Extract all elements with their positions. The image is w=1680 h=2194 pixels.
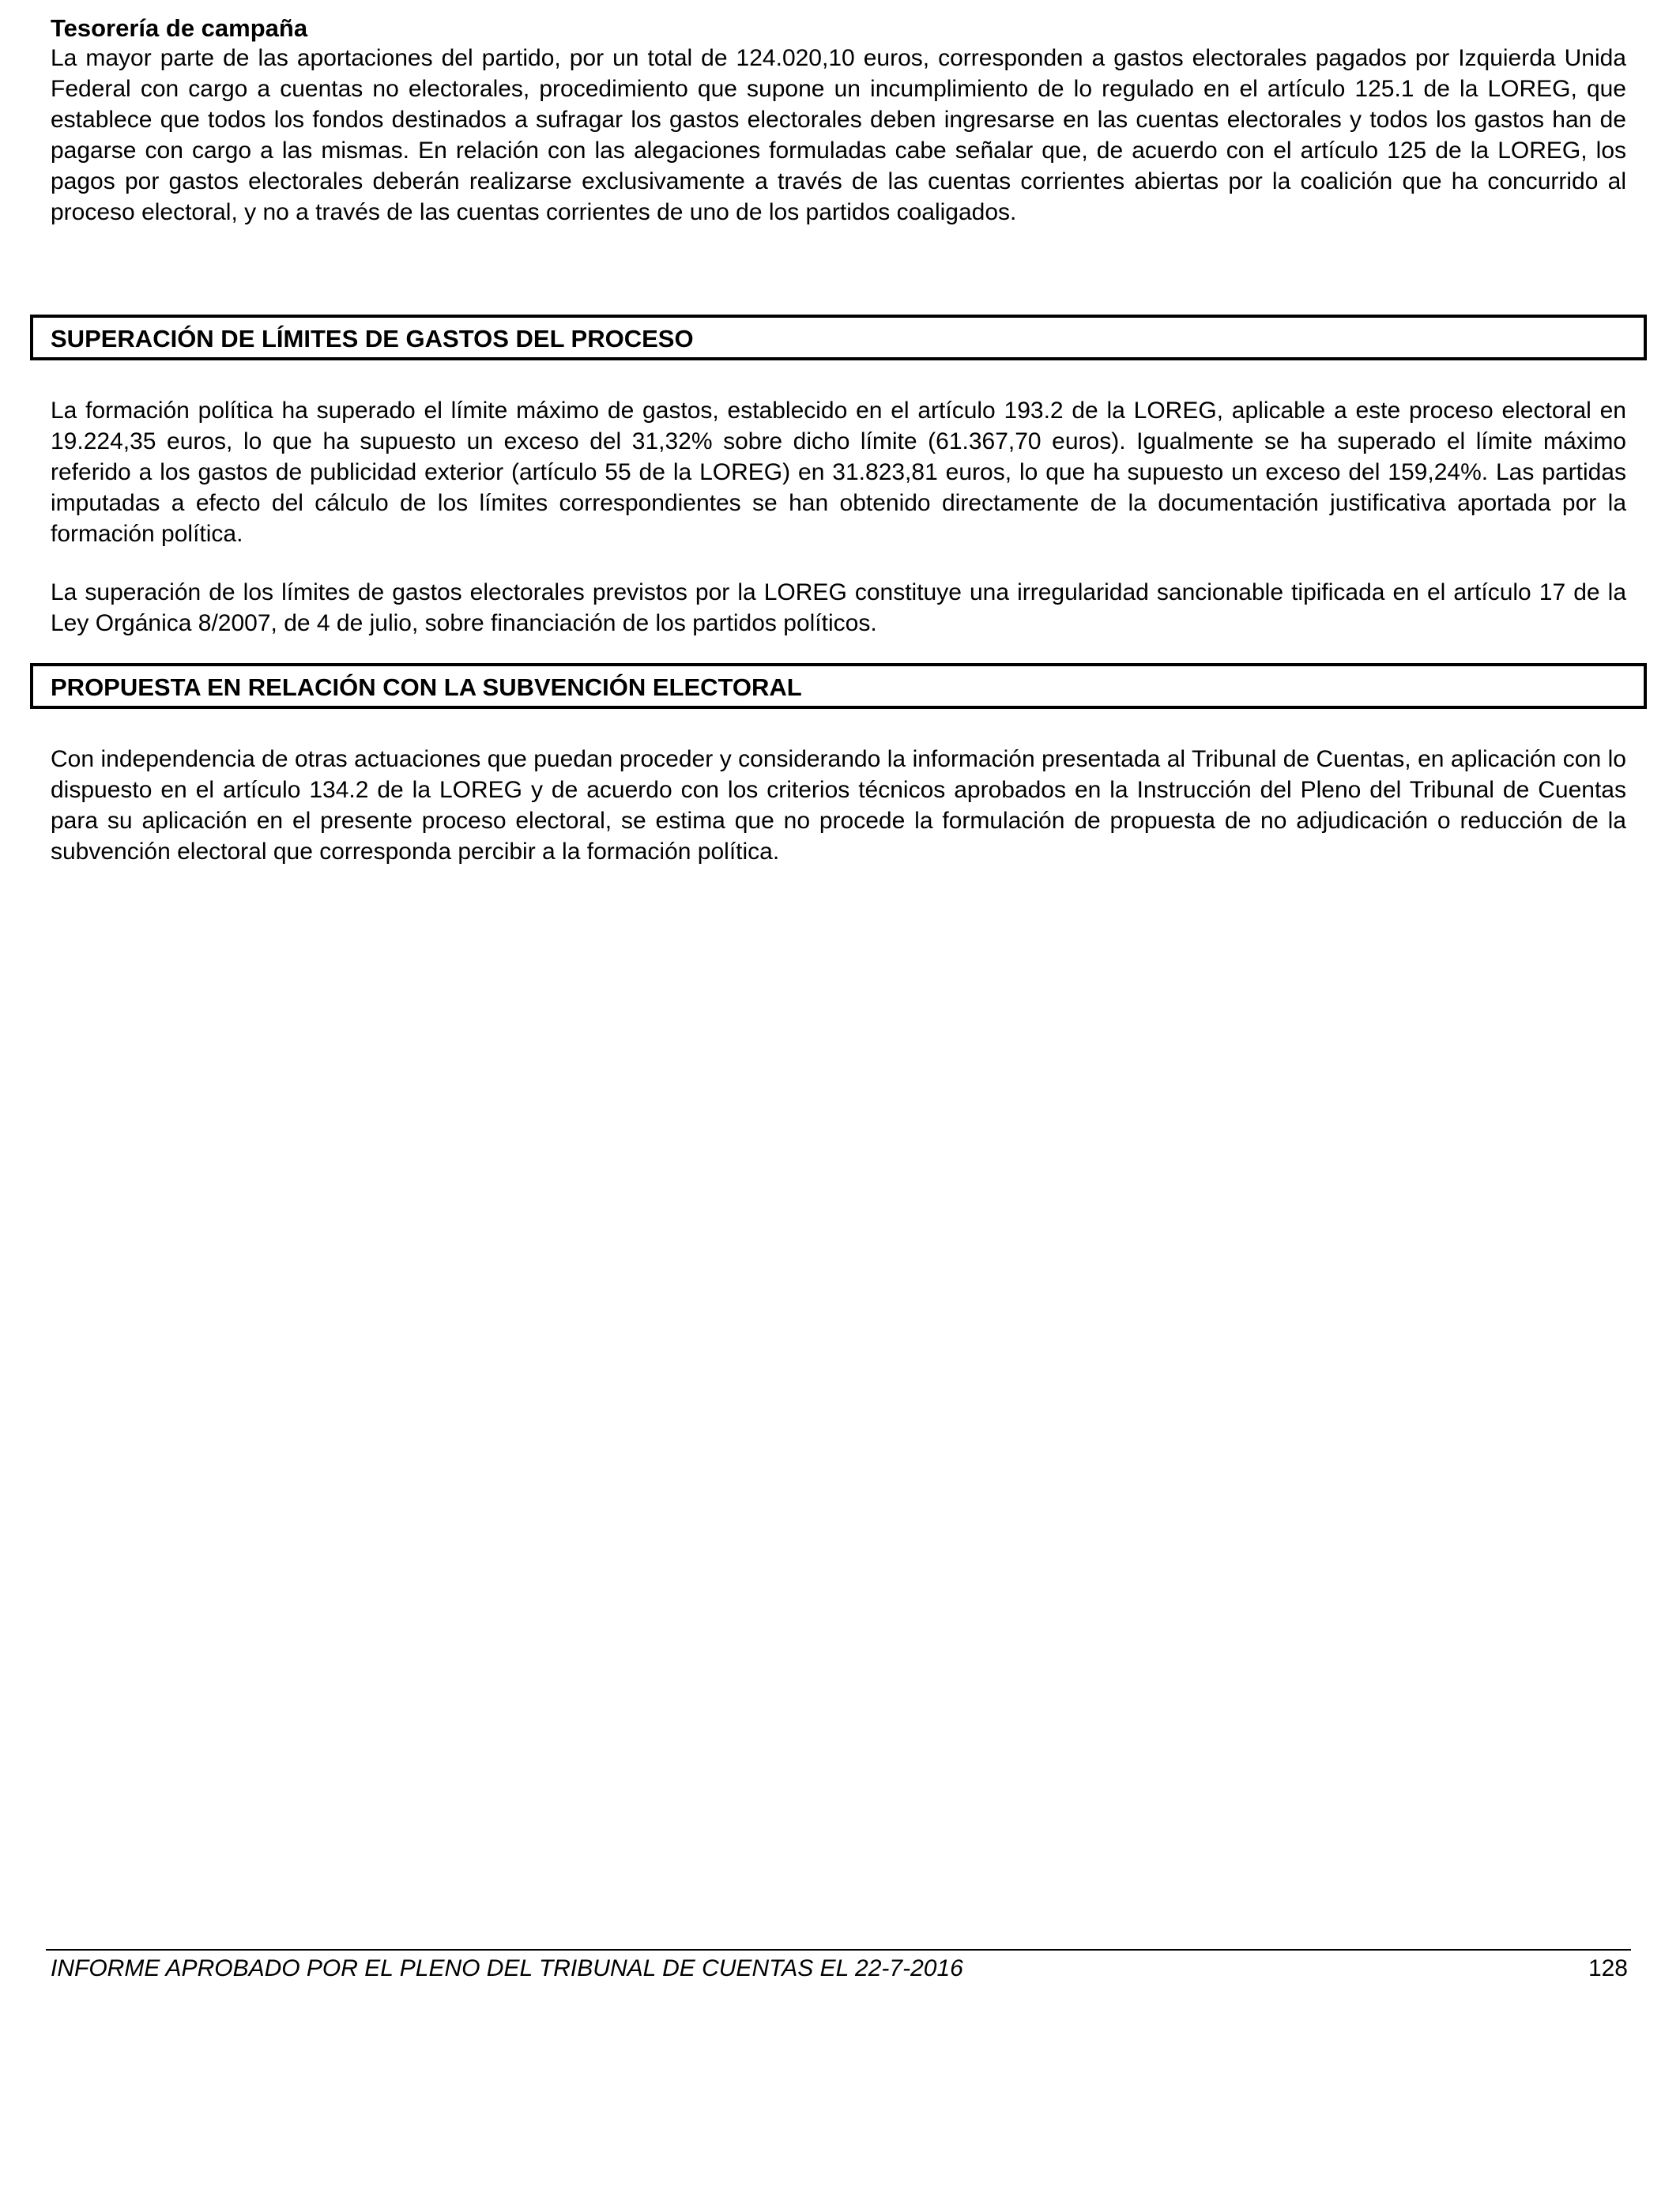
section-box-superacion: [30, 315, 1647, 360]
paragraph-superacion-sancion: La superación de los límites de gastos electorales previstos por la LOREG constituye una irregularidad sancionable tipificada en el artículo 17 de la Ley Orgánica 8/2007, de 4 de julio, sobre financiación de los partidos políticos.: [51, 579, 1626, 636]
paragraph-superacion-limites: La formación política ha superado el límite máximo de gastos, establecido en el artículo 193.2 de la LOREG, aplicable a este proceso electoral en 19.224,35 euros, lo que ha supuesto un exceso del 31,32% sobre dicho límite (61.367,70 euros). Igualmente se ha superado el límite máximo referido a los gastos de publicidad exterior (artículo 55 de la LOREG) en 31.823,81 euros, lo que ha supuesto un exceso del 159,24%. Las partidas imputadas a efecto del cálculo de los límites correspondientes se han obtenido directamente de la documentación justificativa aportada por la formación política.: [51, 398, 1626, 547]
section-heading-superacion: SUPERACIÓN DE LÍMITES DE GASTOS DEL PROCESO: [51, 325, 694, 352]
section-heading-propuesta: PROPUESTA EN RELACIÓN CON LA SUBVENCIÓN ELECTORAL: [51, 673, 802, 701]
footer-report-note: INFORME APROBADO POR EL PLENO DEL TRIBUNAL DE CUENTAS EL 22-7-2016: [51, 1955, 963, 1981]
section-box-propuesta: [30, 663, 1647, 709]
section-heading-tesoreria: Tesorería de campaña: [51, 14, 308, 42]
paragraph-propuesta: Con independencia de otras actuaciones que puedan proceder y considerando la información presentada al Tribunal de Cuentas, en aplicación con lo dispuesto en el artículo 134.2 de la LOREG y de acuerdo con los criterios técnicos aprobados en la Instrucción del Pleno del Tribunal de Cuentas para su aplicación en el presente proceso electoral, se estima que no procede la formulación de propuesta de no adjudicación o reducción de la subvención electoral que corresponda percibir a la formación política.: [51, 746, 1626, 865]
page-number: 128: [1588, 1955, 1628, 1981]
footer-divider: [46, 1949, 1631, 1951]
paragraph-tesoreria: La mayor parte de las aportaciones del partido, por un total de 124.020,10 euros, corresponden a gastos electorales pagados por Izquierda Unida Federal con cargo a cuentas no electorales, procedimiento que supone un incumplimiento de lo regulado en el artículo 125.1 de la LOREG, que establece que todos los fondos destinados a sufragar los gastos electorales deben ingresarse en las cuentas electorales y todos los gastos han de pagarse con cargo a las mismas. En relación con las alegaciones formuladas cabe señalar que, de acuerdo con el artículo 125 de la LOREG, los pagos por gastos electorales deberán realizarse exclusivamente a través de las cuentas corrientes abiertas por la coalición que ha concurrido al proceso electoral, y no a través de las cuentas corrientes de uno de los partidos coaligados.: [51, 45, 1626, 225]
